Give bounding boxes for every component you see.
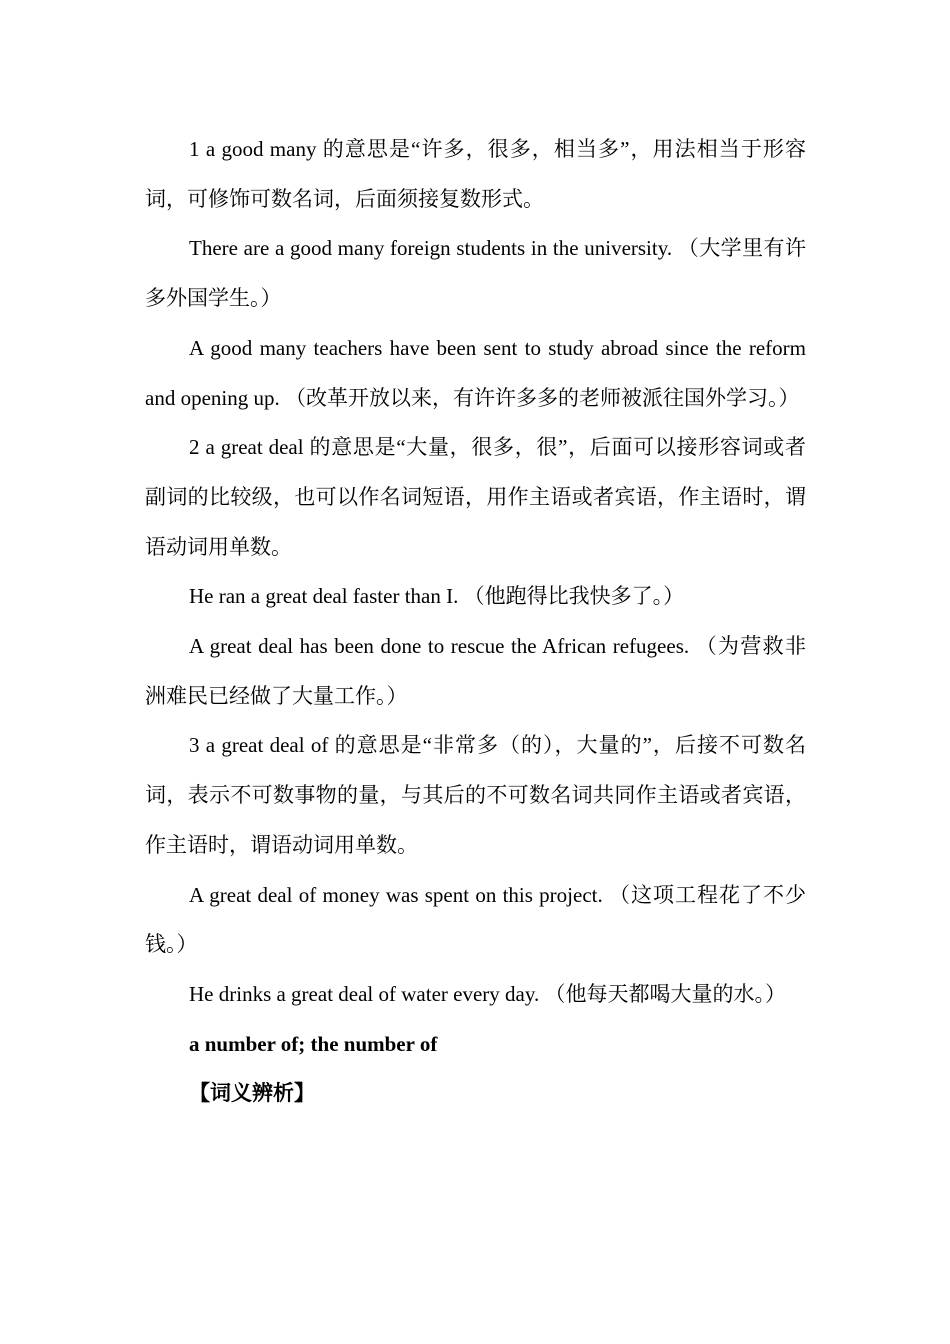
paragraph-example-foreign-students: There are a good many foreign students in the university. （大学里有许多外国学生。） xyxy=(145,236,806,311)
paragraph-a-good-many-definition: 1 a good many 的意思是“许多，很多，相当多”，用法相当于形容词，可修饰可数名词，后面须接复数形式。 xyxy=(145,137,806,211)
paragraph-a-great-deal-definition: 2 a great deal 的意思是“大量，很多，很”，后面可以接形容词或者副词的比较级，也可以作名词短语，用作主语或者宾语，作主语时，谓语动词用单数。 xyxy=(145,435,806,559)
subheading-a-number-of: a number of; the number of xyxy=(189,1031,438,1056)
paragraph-example-teachers-abroad: A good many teachers have been sent to study abroad since the reform and opening up. （改革开放以来，有许许多多的老师被派往国外学习。） xyxy=(145,335,806,410)
section-label-word-meaning: 【词义辨析】 xyxy=(189,1081,315,1106)
paragraph-example-african-refugees: A great deal has been done to rescue the African refugees. （为营救非洲难民已经做了大量工作。） xyxy=(145,634,806,708)
paragraph-a-great-deal-of-definition: 3 a great deal of 的意思是“非常多（的），大量的”，后接不可数名词，表示不可数事物的量，与其后的不可数名词共同作主语或者宾语，作主语时，谓语动词用单数。 xyxy=(145,733,806,857)
paragraph-example-money-project: A great deal of money was spent on this project. （这项工程花了不少钱。） xyxy=(145,882,806,957)
paragraph-example-drinks-water: He drinks a great deal of water every day. （他每天都喝大量的水。） xyxy=(189,981,786,1006)
paragraph-example-ran-faster: He ran a great deal faster than I. （他跑得比我快多了。） xyxy=(189,584,685,609)
document-page xyxy=(145,125,806,1119)
